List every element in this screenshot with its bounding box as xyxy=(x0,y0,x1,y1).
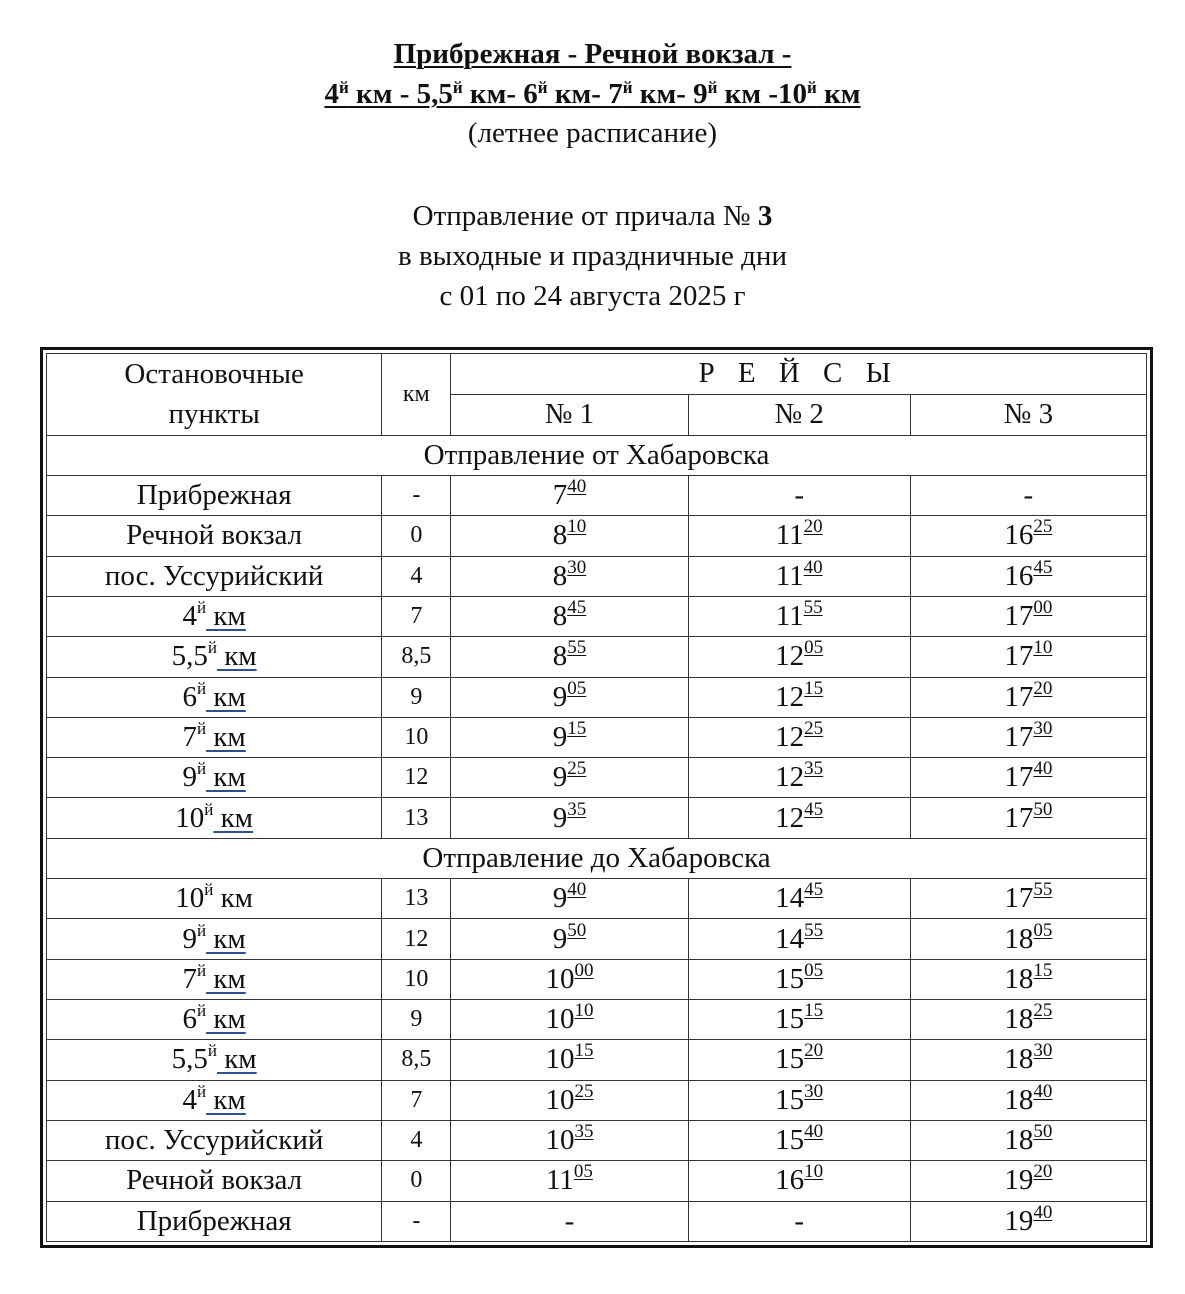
table-row xyxy=(47,1040,1147,1080)
table-row xyxy=(47,556,1147,596)
table-row xyxy=(47,475,1147,515)
time-hour: 18 xyxy=(1004,1083,1034,1116)
stop-km: 9 xyxy=(382,677,451,717)
time-hour: 10 xyxy=(545,962,575,995)
title-ordinal: й xyxy=(338,78,349,97)
stop-name xyxy=(47,637,382,677)
stop-unit: км xyxy=(216,640,257,673)
table-row xyxy=(47,677,1147,717)
trip-3-time xyxy=(910,637,1146,677)
time-minutes: 55 xyxy=(567,637,587,659)
title-text: км- 9 xyxy=(632,78,708,110)
stop-ordinal: й xyxy=(204,799,214,819)
time-minutes: 25 xyxy=(1033,516,1053,538)
stop-unit: км xyxy=(213,882,254,915)
title-text: км -10 xyxy=(717,78,808,110)
time-minutes: 25 xyxy=(1033,1000,1053,1022)
time-hour: 19 xyxy=(1004,1164,1034,1197)
stop-km: 10 xyxy=(382,959,451,999)
time-minutes: 45 xyxy=(567,597,587,619)
time-minutes: 20 xyxy=(1033,677,1053,699)
stop-name xyxy=(47,1000,382,1040)
document-header xyxy=(0,34,1185,152)
table-row xyxy=(47,919,1147,959)
time-minutes: 20 xyxy=(803,516,823,538)
trip-3-time xyxy=(910,1080,1146,1120)
stop-km: 4 xyxy=(382,1120,451,1160)
section-row xyxy=(47,435,1147,475)
time-hour: 17 xyxy=(1004,882,1034,915)
stop-unit: км xyxy=(213,801,254,834)
trip-3-time xyxy=(910,758,1146,798)
title-text: 4 xyxy=(324,78,339,110)
trip-3-time xyxy=(910,596,1146,636)
stop-ordinal: й xyxy=(196,960,207,980)
trip-3-time xyxy=(910,516,1146,556)
time-hour: 18 xyxy=(1004,962,1034,995)
trip-3-time: - xyxy=(910,475,1146,515)
trips-header: Р Е Й С Ы xyxy=(451,354,1147,395)
time-hour: 17 xyxy=(1004,680,1034,713)
trip-2-time xyxy=(688,919,910,959)
stop-number: 6 xyxy=(182,680,197,713)
stop-km: 12 xyxy=(382,919,451,959)
time-hour: 10 xyxy=(545,1124,575,1157)
trip-1-time xyxy=(451,1040,688,1080)
table-row xyxy=(47,798,1147,838)
stop-number: 4 xyxy=(182,600,197,633)
time-hour: 18 xyxy=(1004,1124,1034,1157)
trip-2-time xyxy=(688,637,910,677)
table-row xyxy=(47,717,1147,757)
stop-ordinal: й xyxy=(196,718,207,738)
stop-ordinal: й xyxy=(196,598,207,618)
table-row xyxy=(47,1080,1147,1120)
trip-1-time xyxy=(451,677,688,717)
time-minutes: 10 xyxy=(1033,637,1053,659)
schedule-season: (летнее расписание) xyxy=(467,117,718,149)
title-ordinal: й xyxy=(622,78,633,97)
trip-1-time: - xyxy=(451,1201,688,1241)
trip-1-time xyxy=(451,798,688,838)
table-row xyxy=(47,1000,1147,1040)
time-hour: 15 xyxy=(775,962,805,995)
time-minutes: 40 xyxy=(567,476,587,498)
time-hour: 16 xyxy=(1004,559,1034,592)
time-hour: 9 xyxy=(552,922,568,955)
trip-2-time xyxy=(688,1120,910,1160)
title-ordinal: й xyxy=(807,78,817,97)
time-hour: 9 xyxy=(552,720,568,753)
section-title: Отправление до Хабаровска xyxy=(47,838,1147,878)
time-minutes: 15 xyxy=(574,1040,594,1062)
trip-3-time xyxy=(910,1000,1146,1040)
table-row xyxy=(47,596,1147,636)
stop-unit: км xyxy=(206,1083,246,1116)
stop-name xyxy=(47,959,382,999)
time-minutes: 05 xyxy=(804,959,824,981)
time-minutes: 15 xyxy=(1033,959,1053,981)
stop-number: 6 xyxy=(182,1003,197,1036)
schedule-frame xyxy=(40,347,1153,1248)
stop-number: 9 xyxy=(182,761,197,794)
time-minutes: 40 xyxy=(1033,1201,1053,1223)
stop-unit: км xyxy=(206,922,246,955)
trip-1-time xyxy=(451,1080,688,1120)
stop-number: 10 xyxy=(175,801,205,834)
time-hour: 12 xyxy=(775,720,805,753)
time-minutes: 10 xyxy=(574,1000,594,1022)
time-minutes: 10 xyxy=(567,516,587,538)
time-minutes: 15 xyxy=(804,677,824,699)
time-hour: 12 xyxy=(775,680,805,713)
table-row xyxy=(47,879,1147,919)
stop-km: 9 xyxy=(382,1000,451,1040)
stop-name xyxy=(47,677,382,717)
time-minutes: 15 xyxy=(804,1000,824,1022)
table-row xyxy=(47,758,1147,798)
stop-name: Речной вокзал xyxy=(47,1161,382,1201)
time-hour: 10 xyxy=(545,1083,575,1116)
stop-km: 8,5 xyxy=(382,637,451,677)
time-minutes: 20 xyxy=(1033,1161,1053,1183)
time-minutes: 00 xyxy=(574,959,594,981)
trip-2-time xyxy=(688,758,910,798)
stop-ordinal: й xyxy=(196,1081,207,1101)
title-ordinal: й xyxy=(452,78,463,97)
stop-name: Речной вокзал xyxy=(47,516,382,556)
time-hour: 15 xyxy=(775,1124,805,1157)
trip-2-time xyxy=(688,556,910,596)
stop-km: 10 xyxy=(382,717,451,757)
trip-2-time: - xyxy=(688,1201,910,1241)
time-minutes: 40 xyxy=(1033,758,1053,780)
trip-3-time xyxy=(910,1201,1146,1241)
time-minutes: 40 xyxy=(803,556,823,578)
stop-unit: км xyxy=(206,761,246,794)
time-minutes: 35 xyxy=(567,798,587,820)
stop-km: 0 xyxy=(382,516,451,556)
trip-2-time xyxy=(688,959,910,999)
time-minutes: 40 xyxy=(804,1121,824,1143)
stop-name xyxy=(47,758,382,798)
km-column-header: км xyxy=(382,354,451,436)
title-text: км- 6 xyxy=(462,78,538,110)
stop-number: 5,5 xyxy=(171,1043,208,1076)
time-hour: 11 xyxy=(775,559,804,592)
stop-km: 4 xyxy=(382,556,451,596)
trip-3-time xyxy=(910,717,1146,757)
time-minutes: 45 xyxy=(804,879,824,901)
trip-3-time xyxy=(910,879,1146,919)
title-text: км- 7 xyxy=(547,78,623,110)
stop-ordinal: й xyxy=(207,1041,217,1061)
time-hour: 16 xyxy=(1004,519,1034,552)
stop-name: Прибрежная xyxy=(47,475,382,515)
trip-3-time xyxy=(910,919,1146,959)
time-hour: 17 xyxy=(1004,640,1034,673)
time-minutes: 55 xyxy=(803,597,823,619)
trip-2-time xyxy=(688,677,910,717)
time-hour: 12 xyxy=(775,640,805,673)
stop-km: 12 xyxy=(382,758,451,798)
route-title-line-2 xyxy=(0,74,1185,114)
table-row xyxy=(47,1201,1147,1241)
stop-name xyxy=(47,879,382,919)
time-hour: 10 xyxy=(545,1043,575,1076)
stop-unit: км xyxy=(206,600,246,633)
days-line: в выходные и праздничные дни xyxy=(398,240,787,272)
time-minutes: 50 xyxy=(1033,798,1053,820)
time-hour: 15 xyxy=(775,1083,805,1116)
time-minutes: 05 xyxy=(567,677,587,699)
stop-km: - xyxy=(382,475,451,515)
stop-number: 5,5 xyxy=(171,640,208,673)
trip-header-1: № 1 xyxy=(451,394,688,435)
time-hour: 7 xyxy=(552,479,568,512)
stop-name xyxy=(47,1080,382,1120)
time-hour: 10 xyxy=(545,1003,575,1036)
time-minutes: 50 xyxy=(1033,1121,1053,1143)
trip-2-time xyxy=(688,717,910,757)
pier-line xyxy=(0,196,1185,236)
title-text: км xyxy=(816,78,861,110)
table-row xyxy=(47,1120,1147,1160)
title-text: км - 5,5 xyxy=(348,78,453,110)
time-minutes: 30 xyxy=(804,1080,824,1102)
time-minutes: 00 xyxy=(1033,597,1053,619)
time-hour: 16 xyxy=(775,1164,805,1197)
trip-2-time: - xyxy=(688,475,910,515)
stop-km: 7 xyxy=(382,1080,451,1120)
trip-1-time xyxy=(451,516,688,556)
time-hour: 8 xyxy=(552,559,568,592)
time-hour: 12 xyxy=(775,801,805,834)
stop-ordinal: й xyxy=(196,678,207,698)
stop-name xyxy=(47,717,382,757)
trip-header-2: № 2 xyxy=(688,394,910,435)
trip-3-time xyxy=(910,798,1146,838)
section-title: Отправление от Хабаровска xyxy=(47,435,1147,475)
time-hour: 11 xyxy=(775,519,804,552)
time-hour: 11 xyxy=(775,600,804,633)
pier-number: 3 xyxy=(757,200,773,232)
time-hour: 18 xyxy=(1004,922,1034,955)
stop-name: пос. Уссурийский xyxy=(47,1120,382,1160)
time-hour: 8 xyxy=(552,640,568,673)
trip-3-time xyxy=(910,1040,1146,1080)
schedule-table xyxy=(46,353,1147,1242)
stop-km: 13 xyxy=(382,798,451,838)
time-minutes: 15 xyxy=(567,717,587,739)
trip-3-time xyxy=(910,959,1146,999)
stop-km: 8,5 xyxy=(382,1040,451,1080)
date-range-line: с 01 по 24 августа 2025 г xyxy=(439,280,746,312)
time-minutes: 55 xyxy=(804,919,824,941)
time-minutes: 55 xyxy=(1033,879,1053,901)
trip-1-time xyxy=(451,758,688,798)
time-hour: 14 xyxy=(775,922,805,955)
title-ordinal: й xyxy=(707,78,718,97)
time-hour: 18 xyxy=(1004,1003,1034,1036)
trip-2-time xyxy=(688,879,910,919)
time-minutes: 35 xyxy=(574,1121,594,1143)
stop-name xyxy=(47,798,382,838)
time-hour: 9 xyxy=(552,761,568,794)
time-hour: 8 xyxy=(552,519,568,552)
time-hour: 8 xyxy=(552,600,568,633)
time-minutes: 05 xyxy=(1033,919,1053,941)
route-title-line-1: Прибрежная - Речной вокзал - xyxy=(393,38,792,70)
time-minutes: 45 xyxy=(1033,556,1053,578)
stop-name: пос. Уссурийский xyxy=(47,556,382,596)
trip-1-time xyxy=(451,879,688,919)
time-minutes: 40 xyxy=(567,879,587,901)
stop-name xyxy=(47,596,382,636)
trip-1-time xyxy=(451,919,688,959)
time-minutes: 10 xyxy=(804,1161,824,1183)
trip-3-time xyxy=(910,556,1146,596)
stop-unit: км xyxy=(206,962,246,995)
stop-unit: км xyxy=(206,720,246,753)
trip-2-time xyxy=(688,1000,910,1040)
trip-2-time xyxy=(688,1161,910,1201)
time-hour: 15 xyxy=(775,1003,805,1036)
time-minutes: 30 xyxy=(1033,1040,1053,1062)
time-minutes: 30 xyxy=(1033,717,1053,739)
time-hour: 18 xyxy=(1004,1043,1034,1076)
trip-1-time xyxy=(451,1000,688,1040)
stop-number: 9 xyxy=(182,922,197,955)
stop-name xyxy=(47,1040,382,1080)
time-hour: 17 xyxy=(1004,761,1034,794)
time-minutes: 25 xyxy=(567,758,587,780)
stops-column-header: Остановочные пункты xyxy=(47,354,382,436)
time-hour: 9 xyxy=(552,680,568,713)
stop-ordinal: й xyxy=(204,880,214,900)
trip-1-time xyxy=(451,596,688,636)
trip-1-time xyxy=(451,556,688,596)
section-row xyxy=(47,838,1147,878)
stop-ordinal: й xyxy=(196,920,207,940)
trip-1-time xyxy=(451,1161,688,1201)
time-minutes: 20 xyxy=(804,1040,824,1062)
stop-km: 7 xyxy=(382,596,451,636)
departure-info xyxy=(0,196,1185,316)
stop-km: 0 xyxy=(382,1161,451,1201)
trip-2-time xyxy=(688,1040,910,1080)
time-minutes: 50 xyxy=(567,919,587,941)
time-minutes: 05 xyxy=(804,637,824,659)
trip-1-time xyxy=(451,1120,688,1160)
table-row xyxy=(47,1161,1147,1201)
time-minutes: 25 xyxy=(804,717,824,739)
table-row xyxy=(47,959,1147,999)
trip-2-time xyxy=(688,1080,910,1120)
time-hour: 17 xyxy=(1004,720,1034,753)
time-hour: 15 xyxy=(775,1043,805,1076)
header-row-1 xyxy=(47,354,1147,395)
time-hour: 14 xyxy=(775,882,805,915)
time-hour: 9 xyxy=(552,801,568,834)
time-minutes: 05 xyxy=(573,1161,593,1183)
stop-unit: км xyxy=(206,680,246,713)
stop-ordinal: й xyxy=(196,759,207,779)
time-minutes: 30 xyxy=(567,556,587,578)
trip-2-time xyxy=(688,516,910,556)
title-ordinal: й xyxy=(537,78,548,97)
trip-1-time xyxy=(451,637,688,677)
time-minutes: 45 xyxy=(804,798,824,820)
table-row xyxy=(47,516,1147,556)
stop-name: Прибрежная xyxy=(47,1201,382,1241)
time-minutes: 25 xyxy=(574,1080,594,1102)
stop-km: - xyxy=(382,1201,451,1241)
time-minutes: 35 xyxy=(804,758,824,780)
trip-2-time xyxy=(688,798,910,838)
table-row xyxy=(47,637,1147,677)
stop-number: 7 xyxy=(182,720,197,753)
stop-unit: км xyxy=(216,1043,257,1076)
stop-ordinal: й xyxy=(196,1001,207,1021)
trip-header-3: № 3 xyxy=(910,394,1146,435)
trip-1-time xyxy=(451,475,688,515)
stop-number: 10 xyxy=(175,882,205,915)
time-hour: 12 xyxy=(775,761,805,794)
time-hour: 11 xyxy=(545,1164,574,1197)
trip-3-time xyxy=(910,677,1146,717)
trip-2-time xyxy=(688,596,910,636)
time-hour: 17 xyxy=(1004,600,1034,633)
stop-ordinal: й xyxy=(207,638,217,658)
stop-number: 7 xyxy=(182,962,197,995)
trip-1-time xyxy=(451,717,688,757)
trip-1-time xyxy=(451,959,688,999)
time-minutes: 40 xyxy=(1033,1080,1053,1102)
stop-number: 4 xyxy=(182,1083,197,1116)
stop-km: 13 xyxy=(382,879,451,919)
trip-3-time xyxy=(910,1161,1146,1201)
stop-name xyxy=(47,919,382,959)
time-hour: 9 xyxy=(552,882,568,915)
trip-3-time xyxy=(910,1120,1146,1160)
stop-unit: км xyxy=(206,1003,246,1036)
time-hour: 19 xyxy=(1004,1204,1034,1237)
time-hour: 17 xyxy=(1004,801,1034,834)
pier-label: Отправление от причала № xyxy=(412,200,758,232)
